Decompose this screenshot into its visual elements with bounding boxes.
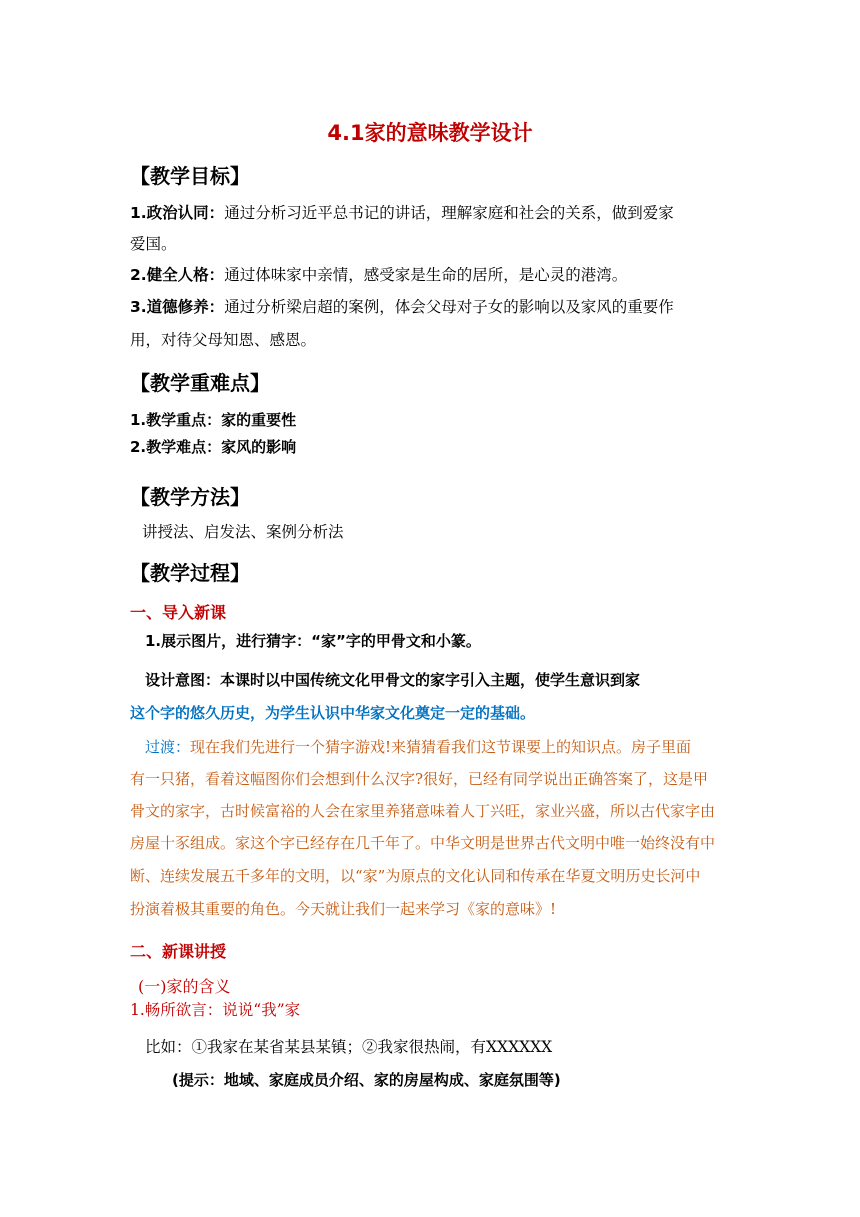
design-intent-line-2: 这个字的悠久历史，为学生认识中华家文化奠定一定的基础。 bbox=[130, 704, 536, 722]
transition-line-1 bbox=[145, 737, 691, 757]
objectives-heading: 【教学目标】 bbox=[130, 164, 250, 188]
methods-text: 讲授法、启发法、案例分析法 bbox=[142, 523, 344, 541]
keypoint-item-1: 1.教学重点：家的重要性 bbox=[130, 411, 297, 429]
transition-line-6: 扮演着极其重要的角色。今天就让我们一起来学习《家的意味》! bbox=[130, 900, 557, 918]
objective-label: 1.政治认同： bbox=[130, 204, 225, 222]
example-text: 比如：①我家在某省某县某镇；②我家很热闹，有XXXXXX bbox=[145, 1038, 553, 1056]
section-intro-title: 一、导入新课 bbox=[130, 603, 227, 622]
transition-label: 过渡： bbox=[145, 738, 191, 756]
objective-label: 2.健全人格： bbox=[130, 266, 225, 284]
transition-line-3: 骨文的家字，古时候富裕的人会在家里养猪意味着人丁兴旺，家业兴盛，所以古代家字由 bbox=[130, 802, 716, 820]
objective-item-1 bbox=[130, 203, 674, 223]
objective-text: 通过体味家中亲情，感受家是生命的居所，是心灵的港湾。 bbox=[224, 266, 628, 284]
objective-item-2 bbox=[130, 265, 627, 285]
document-title: 4.1家的意味教学设计 bbox=[327, 121, 533, 145]
objective-item-3 bbox=[130, 297, 674, 317]
objective-text: 通过分析习近平总书记的讲话，理解家庭和社会的关系，做到爱家 bbox=[224, 204, 674, 222]
objective-label: 3.道德修养： bbox=[130, 298, 225, 316]
objective-item-3-cont: 用，对待父母知恩、感恩。 bbox=[130, 331, 317, 349]
item-speak-freely: 1.畅所欲言：说说“我”家 bbox=[130, 1001, 301, 1019]
transition-line-2: 有一只猪，看着这幅图你们会想到什么汉字?很好，已经有同学说出正确答案了，这是甲 bbox=[130, 770, 709, 788]
transition-line-5: 断、连续发展五千多年的文明，以“家”为原点的文化认同和传承在华夏文明历史长河中 bbox=[130, 867, 701, 885]
methods-heading: 【教学方法】 bbox=[130, 485, 250, 509]
subsection-meaning-title: (一)家的含义 bbox=[138, 977, 231, 996]
objective-text: 通过分析梁启超的案例，体会父母对子女的影响以及家风的重要作 bbox=[224, 298, 674, 316]
keypoints-heading: 【教学重难点】 bbox=[130, 371, 270, 395]
process-heading: 【教学过程】 bbox=[130, 561, 250, 585]
hint-text: (提示：地域、家庭成员介绍、家的房屋构成、家庭氛围等) bbox=[172, 1071, 561, 1089]
objective-item-1-cont: 爱国。 bbox=[130, 235, 177, 253]
transition-text: 现在我们先进行一个猜字游戏!来猜猜看我们这节课要上的知识点。房子里面 bbox=[190, 738, 692, 756]
design-intent-line-1: 设计意图：本课时以中国传统文化甲骨文的家字引入主题，使学生意识到家 bbox=[145, 671, 641, 689]
intro-step-1: 1.展示图片，进行猜字：“家”字的甲骨文和小篆。 bbox=[145, 632, 481, 650]
transition-line-4: 房屋十豕组成。家这个字已经存在几千年了。中华文明是世界古代文明中唯一始终没有中 bbox=[130, 834, 716, 852]
section-new-lesson-title: 二、新课讲授 bbox=[130, 942, 227, 961]
keypoint-item-2: 2.教学难点：家风的影响 bbox=[130, 438, 297, 456]
